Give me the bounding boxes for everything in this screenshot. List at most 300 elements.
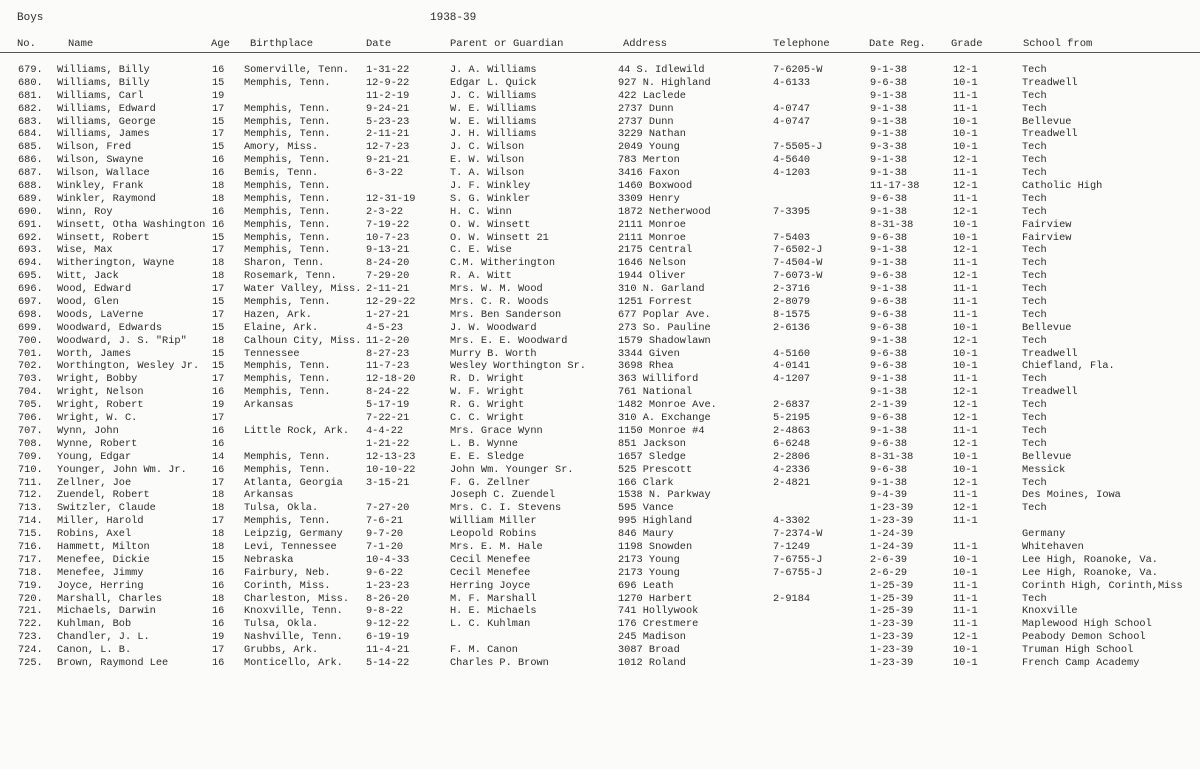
cell-grade: 11-1 (953, 283, 978, 296)
cell-date-reg: 9-1-38 (870, 115, 908, 128)
cell-birthplace: Memphis, Tenn. (244, 360, 331, 373)
cell-grade: 11-1 (953, 592, 978, 605)
cell-date: 12-31-19 (366, 192, 416, 205)
cell-parent: Mrs. Grace Wynn (450, 424, 543, 437)
cell-birthplace: Leipzig, Germany (244, 528, 343, 541)
cell-telephone: 7-5403 (773, 231, 811, 244)
cell-parent: Cecil Menefee (450, 553, 531, 566)
cell-school: Lee High, Roanoke, Va. (1022, 553, 1158, 566)
cell-address: 1872 Netherwood (618, 205, 711, 218)
cell-no: 702. (18, 360, 43, 373)
cell-no: 707. (18, 424, 43, 437)
cell-name: Wise, Max (57, 244, 113, 257)
cell-date-reg: 2-1-39 (870, 399, 908, 412)
cell-age: 16 (212, 463, 225, 476)
table-row (0, 438, 1200, 451)
cell-date-reg: 9-1-38 (870, 476, 908, 489)
cell-age: 15 (212, 141, 225, 154)
table-row (0, 515, 1200, 528)
cell-name: Kuhlman, Bob (57, 618, 132, 631)
cell-school: Tech (1022, 399, 1047, 412)
cell-no: 691. (18, 218, 43, 231)
cell-no: 693. (18, 244, 43, 257)
cell-address: 2111 Monroe (618, 218, 686, 231)
cell-birthplace: Knoxville, Tenn. (244, 605, 343, 618)
cell-no: 711. (18, 476, 43, 489)
cell-date-reg: 9-6-38 (870, 76, 908, 89)
table-row (0, 618, 1200, 631)
column-headers (0, 38, 1200, 53)
cell-no: 689. (18, 192, 43, 205)
cell-parent: C. E. Wise (450, 244, 512, 257)
cell-date: 7-1-20 (366, 540, 404, 553)
cell-school: Tech (1022, 167, 1047, 180)
cell-parent: Cecil Menefee (450, 566, 531, 579)
cell-parent: E. E. Sledge (450, 450, 525, 463)
cell-no: 688. (18, 180, 43, 193)
cell-birthplace: Memphis, Tenn. (244, 386, 331, 399)
cell-no: 682. (18, 102, 43, 115)
cell-parent: F. G. Zellner (450, 476, 531, 489)
cell-date-reg: 9-1-38 (870, 154, 908, 167)
cell-name: Wright, Nelson (57, 386, 144, 399)
cell-date: 2-11-21 (366, 128, 410, 141)
cell-date-reg: 8-31-38 (870, 450, 914, 463)
cell-school: Truman High School (1022, 644, 1134, 657)
table-row (0, 219, 1200, 232)
cell-date: 8-24-20 (366, 257, 410, 270)
cell-birthplace: Tennessee (244, 347, 300, 360)
cell-grade: 12-1 (953, 502, 978, 515)
cell-telephone: 4-6133 (773, 76, 811, 89)
cell-school: Knoxville (1022, 605, 1078, 618)
table-row (0, 167, 1200, 180)
table-row (0, 154, 1200, 167)
cell-age: 16 (212, 656, 225, 669)
cell-grade: 10-1 (953, 463, 978, 476)
cell-birthplace: Grubbs, Ark. (244, 644, 319, 657)
cell-date-reg: 2-6-29 (870, 566, 908, 579)
cell-name: Younger, John Wm. Jr. (57, 463, 187, 476)
cell-birthplace: Memphis, Tenn. (244, 296, 331, 309)
cell-birthplace: Sharon, Tenn. (244, 257, 325, 270)
cell-age: 17 (212, 515, 225, 528)
cell-school: Fairview (1022, 218, 1072, 231)
cell-address: 761 National (618, 386, 693, 399)
cell-date: 9-7-20 (366, 528, 404, 541)
cell-address: 1198 Snowden (618, 540, 693, 553)
cell-birthplace: Elaine, Ark. (244, 321, 319, 334)
cell-birthplace: Arkansas (244, 399, 294, 412)
cell-age: 18 (212, 502, 225, 515)
cell-grade: 10-1 (953, 644, 978, 657)
cell-school: Tech (1022, 592, 1047, 605)
table-row (0, 425, 1200, 438)
cell-parent: C. C. Wright (450, 412, 525, 425)
cell-date-reg: 9-1-38 (870, 257, 908, 270)
cell-address: 310 N. Garland (618, 283, 705, 296)
cell-age: 18 (212, 540, 225, 553)
cell-name: Miller, Harold (57, 515, 144, 528)
cell-date-reg: 1-25-39 (870, 579, 914, 592)
cell-address: 1270 Harbert (618, 592, 693, 605)
cell-no: 686. (18, 154, 43, 167)
cell-grade: 12-1 (953, 270, 978, 283)
cell-date-reg: 9-1-38 (870, 205, 908, 218)
cell-age: 16 (212, 579, 225, 592)
cell-school: Tech (1022, 283, 1047, 296)
cell-date-reg: 9-1-38 (870, 89, 908, 102)
cell-no: 725. (18, 656, 43, 669)
cell-date-reg: 9-6-38 (870, 412, 908, 425)
cell-date: 8-26-20 (366, 592, 410, 605)
cell-parent: F. M. Canon (450, 644, 518, 657)
cell-date: 6-3-22 (366, 167, 404, 180)
cell-birthplace: Memphis, Tenn. (244, 205, 331, 218)
cell-address: 1012 Roland (618, 656, 686, 669)
cell-name: Woods, LaVerne (57, 308, 144, 321)
cell-name: Canon, L. B. (57, 644, 132, 657)
cell-name: Woodward, Edwards (57, 321, 163, 334)
cell-school: Tech (1022, 437, 1047, 450)
cell-school: Tech (1022, 257, 1047, 270)
cell-birthplace: Memphis, Tenn. (244, 463, 331, 476)
cell-name: Menefee, Dickie (57, 553, 150, 566)
cell-address: 3698 Rhea (618, 360, 674, 373)
table-row (0, 335, 1200, 348)
cell-birthplace: Tulsa, Okla. (244, 502, 319, 515)
cell-name: Wilson, Swayne (57, 154, 144, 167)
cell-date: 7-19-22 (366, 218, 410, 231)
cell-address: 927 N. Highland (618, 76, 711, 89)
table-row (0, 296, 1200, 309)
cell-birthplace: Memphis, Tenn. (244, 218, 331, 231)
cell-school: Tech (1022, 141, 1047, 154)
cell-school: Fairview (1022, 231, 1072, 244)
cell-grade: 10-1 (953, 231, 978, 244)
cell-school: Whitehaven (1022, 540, 1084, 553)
cell-birthplace: Memphis, Tenn. (244, 244, 331, 257)
cell-school: Tech (1022, 296, 1047, 309)
cell-date-reg: 9-1-38 (870, 283, 908, 296)
table-row (0, 283, 1200, 296)
cell-name: Brown, Raymond Lee (57, 656, 169, 669)
cell-grade: 11-1 (953, 579, 978, 592)
cell-school: Treadwell (1022, 128, 1078, 141)
cell-date-reg: 9-1-38 (870, 424, 908, 437)
cell-grade: 12-1 (953, 154, 978, 167)
cell-parent: J. C. Williams (450, 89, 537, 102)
cell-grade: 12-1 (953, 386, 978, 399)
cell-date-reg: 9-3-38 (870, 141, 908, 154)
cell-telephone: 8-1575 (773, 308, 811, 321)
cell-address: 245 Madison (618, 631, 686, 644)
table-row (0, 412, 1200, 425)
cell-date: 1-31-22 (366, 64, 410, 76)
cell-address: 1460 Boxwood (618, 180, 693, 193)
cell-parent: J. W. Woodward (450, 321, 537, 334)
cell-birthplace: Amory, Miss. (244, 141, 319, 154)
cell-name: Michaels, Darwin (57, 605, 156, 618)
table-row (0, 477, 1200, 490)
cell-age: 17 (212, 102, 225, 115)
cell-name: Witherington, Wayne (57, 257, 175, 270)
cell-address: 176 Crestmere (618, 618, 699, 631)
cell-no: 713. (18, 502, 43, 515)
cell-grade: 10-1 (953, 141, 978, 154)
cell-school: Tech (1022, 412, 1047, 425)
cell-name: Wood, Glen (57, 296, 119, 309)
cell-no: 695. (18, 270, 43, 283)
cell-name: Wynne, Robert (57, 437, 138, 450)
cell-telephone: 4-2336 (773, 463, 811, 476)
cell-date: 8-24-22 (366, 386, 410, 399)
cell-date-reg: 8-31-38 (870, 218, 914, 231)
cell-name: Hammett, Milton (57, 540, 150, 553)
cell-grade: 10-1 (953, 218, 978, 231)
cell-date: 10-10-22 (366, 463, 416, 476)
cell-grade: 11-1 (953, 489, 978, 502)
cell-age: 16 (212, 167, 225, 180)
cell-grade: 10-1 (953, 115, 978, 128)
cell-telephone: 7-6755-J (773, 566, 823, 579)
cell-date-reg: 1-23-39 (870, 631, 914, 644)
cell-parent: L. C. Kuhlman (450, 618, 531, 631)
cell-name: Wright, W. C. (57, 412, 138, 425)
cell-telephone: 2-6837 (773, 399, 811, 412)
header-age: Age (211, 38, 230, 50)
cell-parent: Wesley Worthington Sr. (450, 360, 586, 373)
cell-date: 9-12-22 (366, 618, 410, 631)
cell-address: 166 Clark (618, 476, 674, 489)
cell-date: 2-11-21 (366, 283, 410, 296)
cell-school: Tech (1022, 154, 1047, 167)
cell-parent: H. C. Winn (450, 205, 512, 218)
cell-no: 719. (18, 579, 43, 592)
cell-school: Catholic High (1022, 180, 1103, 193)
cell-telephone: 4-3302 (773, 515, 811, 528)
cell-school: Tech (1022, 89, 1047, 102)
cell-date: 9-8-22 (366, 605, 404, 618)
cell-name: Worth, James (57, 347, 132, 360)
cell-birthplace: Memphis, Tenn. (244, 180, 331, 193)
cell-telephone: 4-0747 (773, 102, 811, 115)
cell-no: 709. (18, 450, 43, 463)
cell-grade: 10-1 (953, 553, 978, 566)
cell-parent: Mrs. C. I. Stevens (450, 502, 562, 515)
cell-no: 703. (18, 373, 43, 386)
cell-grade: 11-1 (953, 605, 978, 618)
cell-no: 714. (18, 515, 43, 528)
cell-name: Worthington, Wesley Jr. (57, 360, 200, 373)
cell-parent: Mrs. E. M. Hale (450, 540, 543, 553)
header-birthplace: Birthplace (250, 38, 314, 50)
cell-telephone: 4-1203 (773, 167, 811, 180)
cell-no: 698. (18, 308, 43, 321)
cell-date-reg: 1-25-39 (870, 605, 914, 618)
cell-date-reg: 9-6-38 (870, 463, 908, 476)
cell-age: 16 (212, 386, 225, 399)
table-row (0, 116, 1200, 129)
cell-date: 10-7-23 (366, 231, 410, 244)
cell-school: Bellevue (1022, 115, 1072, 128)
table-row (0, 206, 1200, 219)
cell-name: Joyce, Herring (57, 579, 144, 592)
cell-no: 699. (18, 321, 43, 334)
cell-school: Tech (1022, 424, 1047, 437)
cell-school: Tech (1022, 102, 1047, 115)
cell-address: 2111 Monroe (618, 231, 686, 244)
cell-date: 7-6-21 (366, 515, 404, 528)
cell-parent: J. F. Winkley (450, 180, 531, 193)
cell-date: 10-4-33 (366, 553, 410, 566)
cell-parent: Mrs. W. M. Wood (450, 283, 543, 296)
cell-birthplace: Nebraska (244, 553, 294, 566)
cell-age: 17 (212, 644, 225, 657)
cell-no: 705. (18, 399, 43, 412)
cell-address: 2737 Dunn (618, 115, 674, 128)
cell-date-reg: 9-6-38 (870, 296, 908, 309)
cell-birthplace: Charleston, Miss. (244, 592, 350, 605)
cell-date: 11-4-21 (366, 644, 410, 657)
cell-age: 16 (212, 154, 225, 167)
cell-age: 16 (212, 437, 225, 450)
cell-no: 684. (18, 128, 43, 141)
cell-name: Wood, Edward (57, 283, 132, 296)
cell-no: 706. (18, 412, 43, 425)
cell-school: Des Moines, Iowa (1022, 489, 1121, 502)
cell-grade: 12-1 (953, 180, 978, 193)
cell-address: 2049 Young (618, 141, 680, 154)
cell-name: Winsett, Robert (57, 231, 150, 244)
cell-birthplace: Memphis, Tenn. (244, 192, 331, 205)
table-row (0, 373, 1200, 386)
cell-date-reg: 1-23-39 (870, 502, 914, 515)
cell-birthplace: Memphis, Tenn. (244, 102, 331, 115)
cell-address: 783 Merton (618, 154, 680, 167)
cell-date: 11-2-19 (366, 89, 410, 102)
cell-address: 3416 Faxon (618, 167, 680, 180)
cell-no: 692. (18, 231, 43, 244)
cell-date-reg: 9-1-38 (870, 386, 908, 399)
cell-parent: Leopold Robins (450, 528, 537, 541)
cell-age: 19 (212, 89, 225, 102)
cell-no: 717. (18, 553, 43, 566)
table-row (0, 322, 1200, 335)
cell-date: 12-9-22 (366, 76, 410, 89)
cell-age: 15 (212, 115, 225, 128)
cell-grade: 10-1 (953, 656, 978, 669)
header-date: Date (366, 38, 392, 50)
cell-grade: 11-1 (953, 424, 978, 437)
cell-address: 3309 Henry (618, 192, 680, 205)
records-table (0, 64, 1200, 670)
cell-age: 15 (212, 76, 225, 89)
cell-school: Tech (1022, 64, 1047, 76)
cell-date: 5-14-22 (366, 656, 410, 669)
header-no: No. (17, 38, 36, 50)
cell-school: Lee High, Roanoke, Va. (1022, 566, 1158, 579)
cell-address: 310 A. Exchange (618, 412, 711, 425)
cell-age: 19 (212, 631, 225, 644)
cell-grade: 12-1 (953, 64, 978, 76)
cell-parent: J. H. Williams (450, 128, 537, 141)
cell-date: 7-27-20 (366, 502, 410, 515)
cell-school: Tech (1022, 308, 1047, 321)
cell-school: Messick (1022, 463, 1066, 476)
cell-telephone: 2-6136 (773, 321, 811, 334)
cell-address: 2173 Young (618, 553, 680, 566)
table-row (0, 141, 1200, 154)
cell-age: 17 (212, 476, 225, 489)
cell-date-reg: 9-1-38 (870, 373, 908, 386)
cell-birthplace: Tulsa, Okla. (244, 618, 319, 631)
cell-age: 18 (212, 334, 225, 347)
table-row (0, 77, 1200, 90)
cell-name: Wilson, Wallace (57, 167, 150, 180)
table-row (0, 180, 1200, 193)
cell-no: 701. (18, 347, 43, 360)
cell-date-reg: 2-6-39 (870, 553, 908, 566)
table-row (0, 103, 1200, 116)
cell-parent: W. E. Williams (450, 115, 537, 128)
cell-age: 18 (212, 180, 225, 193)
cell-date-reg: 9-6-38 (870, 270, 908, 283)
cell-date-reg: 1-23-39 (870, 644, 914, 657)
cell-date-reg: 1-24-39 (870, 528, 914, 541)
cell-parent: Murry B. Worth (450, 347, 537, 360)
cell-name: Witt, Jack (57, 270, 119, 283)
cell-no: 724. (18, 644, 43, 657)
cell-date-reg: 9-6-38 (870, 437, 908, 450)
cell-date-reg: 11-17-38 (870, 180, 920, 193)
cell-school: Bellevue (1022, 321, 1072, 334)
cell-no: 722. (18, 618, 43, 631)
table-row (0, 386, 1200, 399)
cell-no: 720. (18, 592, 43, 605)
cell-birthplace: Memphis, Tenn. (244, 154, 331, 167)
cell-name: Wright, Bobby (57, 373, 138, 386)
cell-school: Maplewood High School (1022, 618, 1152, 631)
cell-telephone: 4-1207 (773, 373, 811, 386)
cell-birthplace: Hazen, Ark. (244, 308, 312, 321)
cell-grade: 10-1 (953, 566, 978, 579)
cell-name: Zuendel, Robert (57, 489, 150, 502)
cell-date: 5-23-23 (366, 115, 410, 128)
cell-address: 1657 Sledge (618, 450, 686, 463)
cell-date-reg: 1-25-39 (870, 592, 914, 605)
cell-grade: 11-1 (953, 192, 978, 205)
cell-date: 4-5-23 (366, 321, 404, 334)
cell-telephone: 2-2806 (773, 450, 811, 463)
cell-address: 273 So. Pauline (618, 321, 711, 334)
cell-date: 12-7-23 (366, 141, 410, 154)
cell-date-reg: 1-24-39 (870, 540, 914, 553)
cell-parent: Charles P. Brown (450, 656, 549, 669)
cell-parent: O. W. Winsett (450, 218, 531, 231)
cell-parent: J. C. Wilson (450, 141, 525, 154)
table-row (0, 348, 1200, 361)
cell-name: Winkley, Frank (57, 180, 144, 193)
cell-parent: W. E. Williams (450, 102, 537, 115)
cell-grade: 11-1 (953, 167, 978, 180)
cell-school: French Camp Academy (1022, 656, 1140, 669)
cell-date-reg: 9-1-38 (870, 334, 908, 347)
cell-age: 18 (212, 592, 225, 605)
cell-date: 3-15-21 (366, 476, 410, 489)
cell-telephone: 2-8079 (773, 296, 811, 309)
cell-school: Treadwell (1022, 386, 1078, 399)
